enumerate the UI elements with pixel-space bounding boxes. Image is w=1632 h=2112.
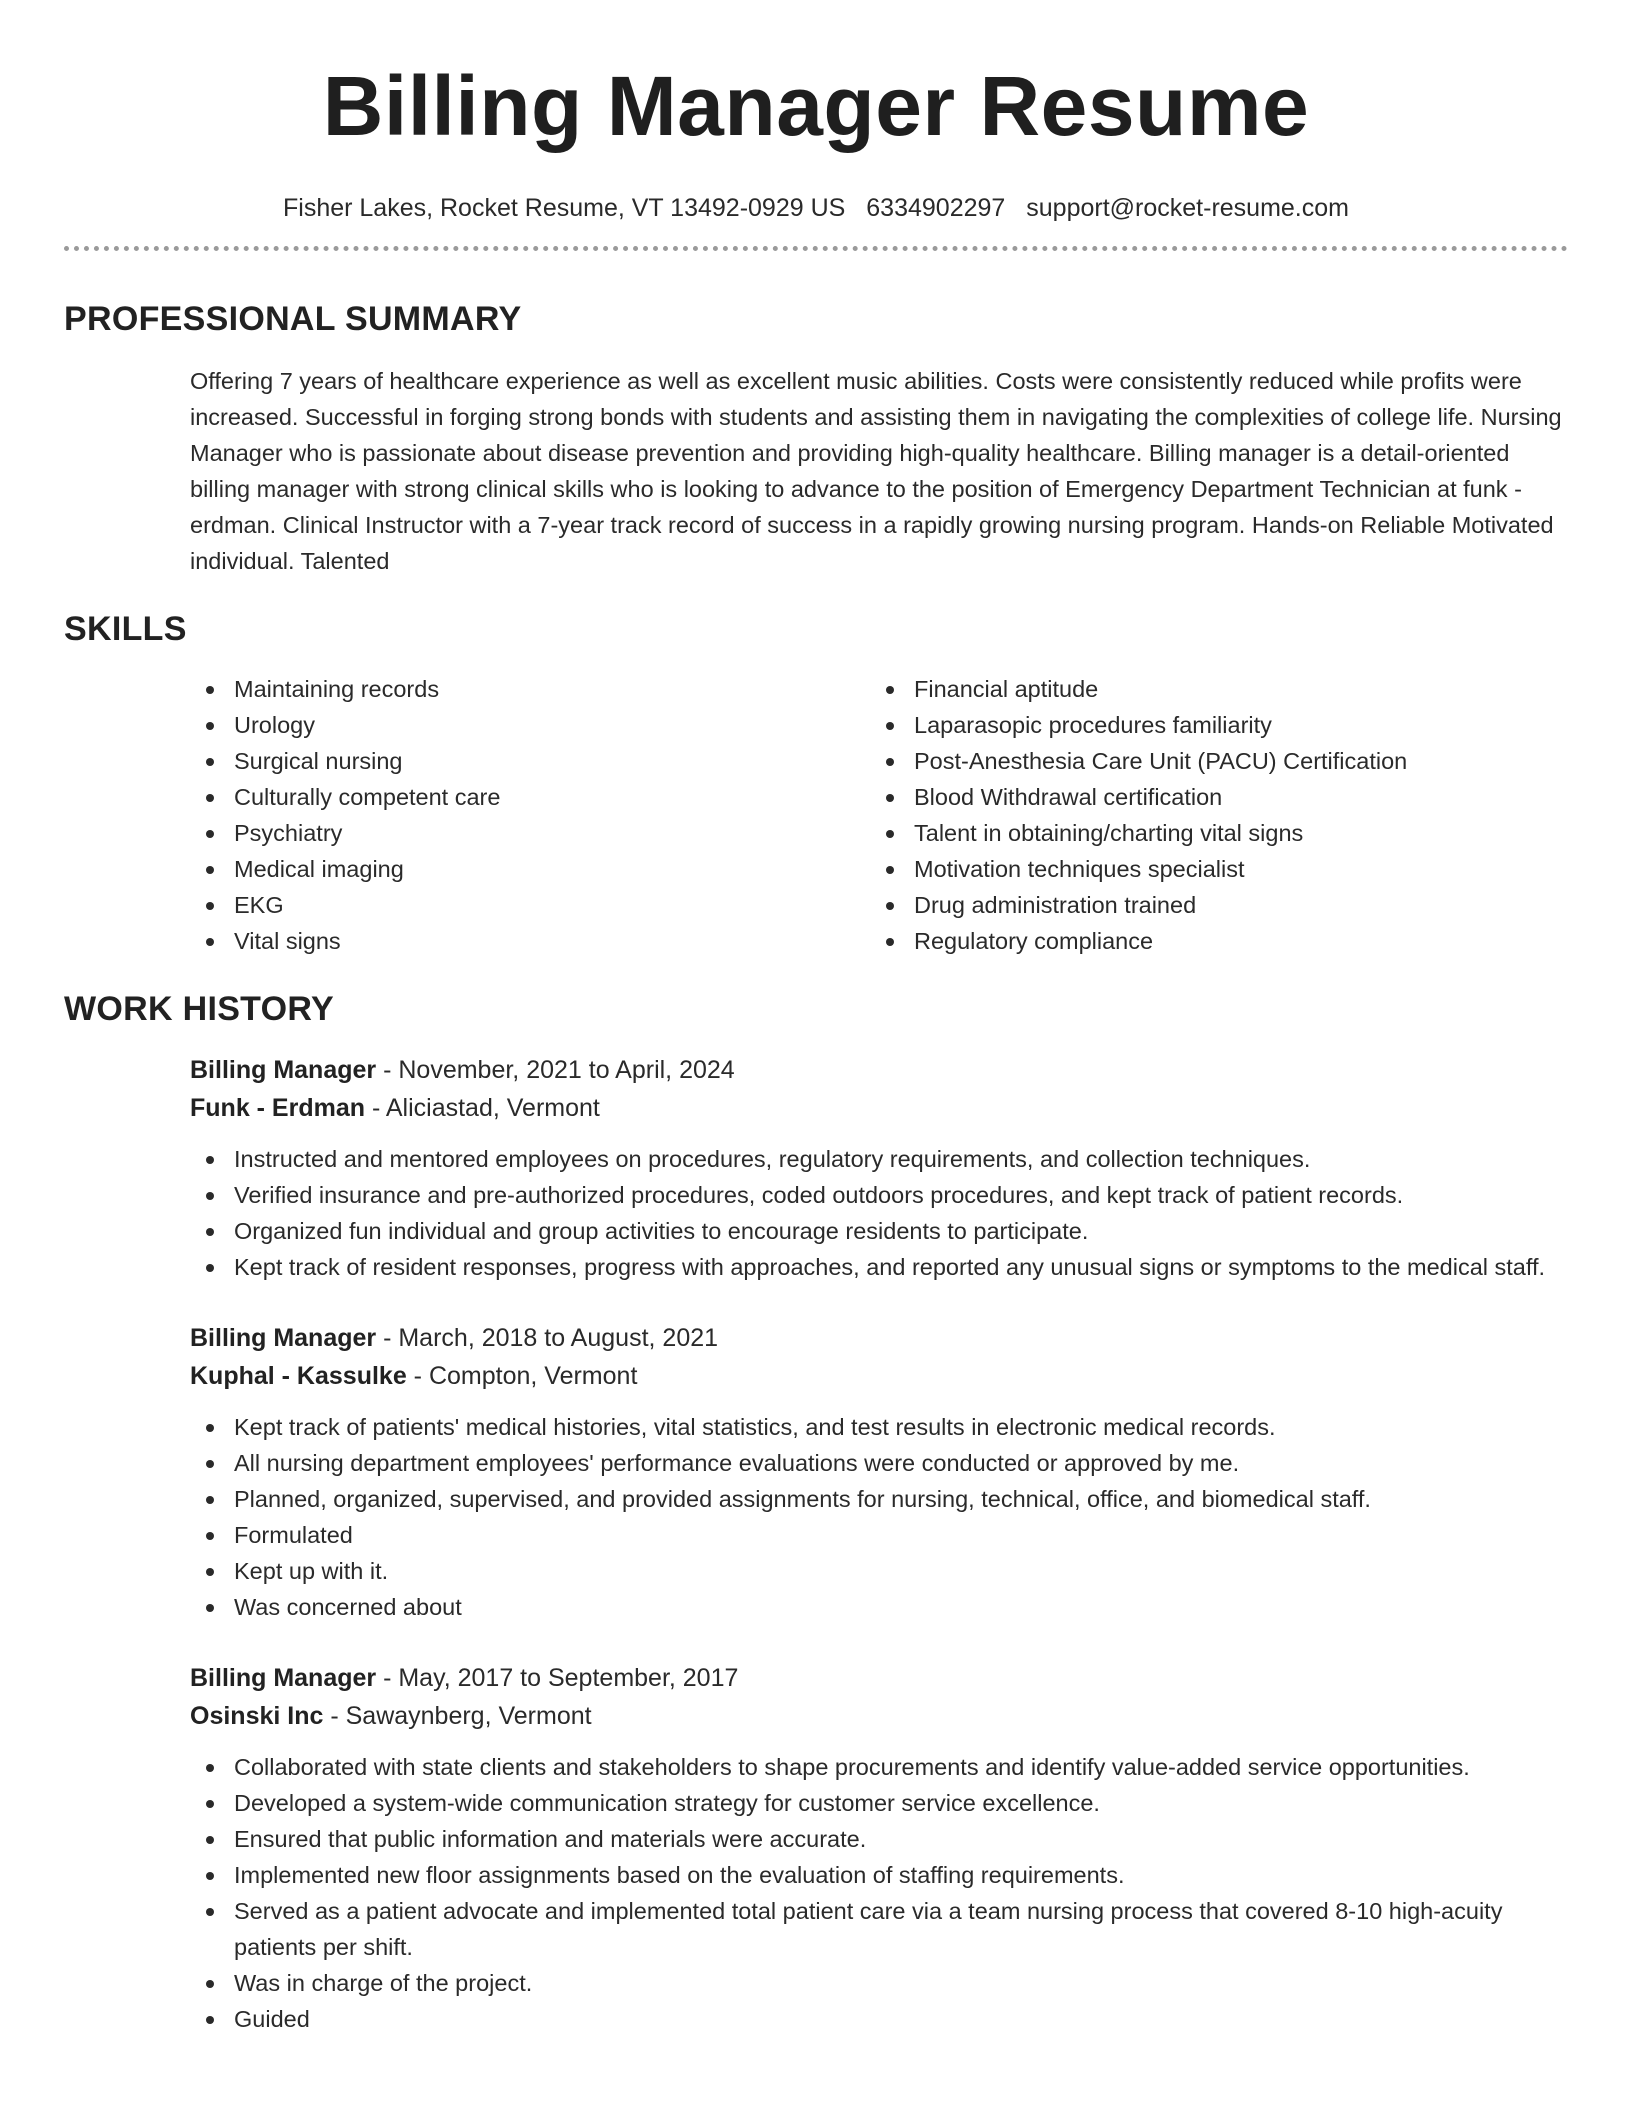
job-bullet: Collaborated with state clients and stakeholders to shape procurements and identify value-added service opportunities. xyxy=(190,1749,1568,1785)
contact-email: support@rocket-resume.com xyxy=(1026,194,1349,222)
job-bullet: Developed a system-wide communication strategy for customer service excellence. xyxy=(190,1785,1568,1821)
resume-page xyxy=(64,0,1568,2071)
job-company: Osinski Inc xyxy=(190,1702,324,1730)
skill-item: Laparasopic procedures familiarity xyxy=(870,707,1550,743)
job-entry xyxy=(190,1659,1568,2037)
job-location: Sawaynberg, Vermont xyxy=(345,1702,592,1730)
skill-item: Drug administration trained xyxy=(870,887,1550,923)
job-company-line: Osinski Inc - Sawaynberg, Vermont xyxy=(190,1702,592,1730)
job-location: Compton, Vermont xyxy=(428,1362,638,1390)
skills-heading: SKILLS xyxy=(64,610,187,648)
job-bullet: Kept up with it. xyxy=(190,1553,1568,1589)
job-entry xyxy=(190,1319,1568,1625)
job-company-line: Funk - Erdman - Aliciastad, Vermont xyxy=(190,1094,600,1122)
skills-column-right xyxy=(870,671,1550,959)
job-bullets xyxy=(190,1749,1568,2037)
skill-item: Post-Anesthesia Care Unit (PACU) Certification xyxy=(870,743,1550,779)
job-bullet: All nursing department employees' performance evaluations were conducted or approved by me. xyxy=(190,1445,1568,1481)
job-location: Aliciastad, Vermont xyxy=(385,1094,600,1122)
skills-list xyxy=(190,671,1568,959)
job-dates: March, 2018 to August, 2021 xyxy=(398,1324,719,1352)
contact-address: Fisher Lakes, Rocket Resume, VT 13492-0929 US xyxy=(283,194,846,222)
job-bullet: Was in charge of the project. xyxy=(190,1965,1568,2001)
skill-item: EKG xyxy=(190,887,870,923)
job-bullets xyxy=(190,1409,1568,1625)
header-divider xyxy=(64,246,1568,251)
contact-phone: 6334902297 xyxy=(866,194,1006,222)
job-bullet: Implemented new floor assignments based on the evaluation of staffing requirements. xyxy=(190,1857,1568,1893)
job-bullet: Ensured that public information and materials were accurate. xyxy=(190,1821,1568,1857)
job-bullet: Verified insurance and pre-authorized procedures, coded outdoors procedures, and kept track of patient records. xyxy=(190,1177,1568,1213)
job-entry xyxy=(190,1051,1568,1285)
skill-item: Culturally competent care xyxy=(190,779,870,815)
job-bullet: Served as a patient advocate and implemented total patient care via a team nursing process that covered 8-10 high-acuity patients per shift. xyxy=(190,1893,1568,1965)
job-bullet: Instructed and mentored employees on procedures, regulatory requirements, and collection techniques. xyxy=(190,1141,1568,1177)
job-bullet: Kept track of patients' medical histories, vital statistics, and test results in electronic medical records. xyxy=(190,1409,1568,1445)
job-company: Funk - Erdman xyxy=(190,1094,366,1122)
skill-item: Maintaining records xyxy=(190,671,870,707)
job-bullets xyxy=(190,1141,1568,1285)
skill-item: Regulatory compliance xyxy=(870,923,1550,959)
job-bullet: Formulated xyxy=(190,1517,1568,1553)
summary-heading: PROFESSIONAL SUMMARY xyxy=(64,300,522,338)
job-title-line: Billing Manager - November, 2021 to April, 2024 xyxy=(190,1056,735,1084)
job-title: Billing Manager xyxy=(190,1664,377,1692)
job-bullet: Planned, organized, supervised, and provided assignments for nursing, technical, office, and biomedical staff. xyxy=(190,1481,1568,1517)
skill-item: Blood Withdrawal certification xyxy=(870,779,1550,815)
skill-item: Surgical nursing xyxy=(190,743,870,779)
job-dates: November, 2021 to April, 2024 xyxy=(398,1056,735,1084)
skill-item: Medical imaging xyxy=(190,851,870,887)
skill-item: Urology xyxy=(190,707,870,743)
skill-item: Vital signs xyxy=(190,923,870,959)
job-bullet: Organized fun individual and group activities to encourage residents to participate. xyxy=(190,1213,1568,1249)
job-company: Kuphal - Kassulke xyxy=(190,1362,407,1390)
contact-line xyxy=(64,192,1568,224)
work-history-list xyxy=(190,1051,1568,2037)
job-title-line: Billing Manager - March, 2018 to August, 2021 xyxy=(190,1324,719,1352)
job-bullet: Guided xyxy=(190,2001,1568,2037)
skill-item: Motivation techniques specialist xyxy=(870,851,1550,887)
summary-text: Offering 7 years of healthcare experience as well as excellent music abilities. Costs were consistently reduced while profits were increased. Successful in forging strong bonds with students and assisting them in navigating the complexities of college life. Nursing Manager who is passionate about disease prevention and providing high-quality healthcare. Billing manager is a detail-oriented billing manager with strong clinical skills who is looking to advance to the position of Emergency Department Technician at funk - erdman. Clinical Instructor with a 7-year track record of success in a rapidly growing nursing program. Hands-on Reliable Motivated individual. Talented xyxy=(190,368,1562,574)
job-dates: May, 2017 to September, 2017 xyxy=(398,1664,739,1692)
resume-title: Billing Manager Resume xyxy=(322,59,1310,153)
job-title: Billing Manager xyxy=(190,1056,377,1084)
job-bullet: Was concerned about xyxy=(190,1589,1568,1625)
job-title-line: Billing Manager - May, 2017 to September, 2017 xyxy=(190,1664,739,1692)
work-history-heading: WORK HISTORY xyxy=(64,990,334,1028)
skill-item: Talent in obtaining/charting vital signs xyxy=(870,815,1550,851)
skills-column-left xyxy=(190,671,870,959)
job-title: Billing Manager xyxy=(190,1324,377,1352)
job-company-line: Kuphal - Kassulke - Compton, Vermont xyxy=(190,1362,638,1390)
skill-item: Financial aptitude xyxy=(870,671,1550,707)
job-bullet: Kept track of resident responses, progress with approaches, and reported any unusual signs or symptoms to the medical staff. xyxy=(190,1249,1568,1285)
skill-item: Psychiatry xyxy=(190,815,870,851)
